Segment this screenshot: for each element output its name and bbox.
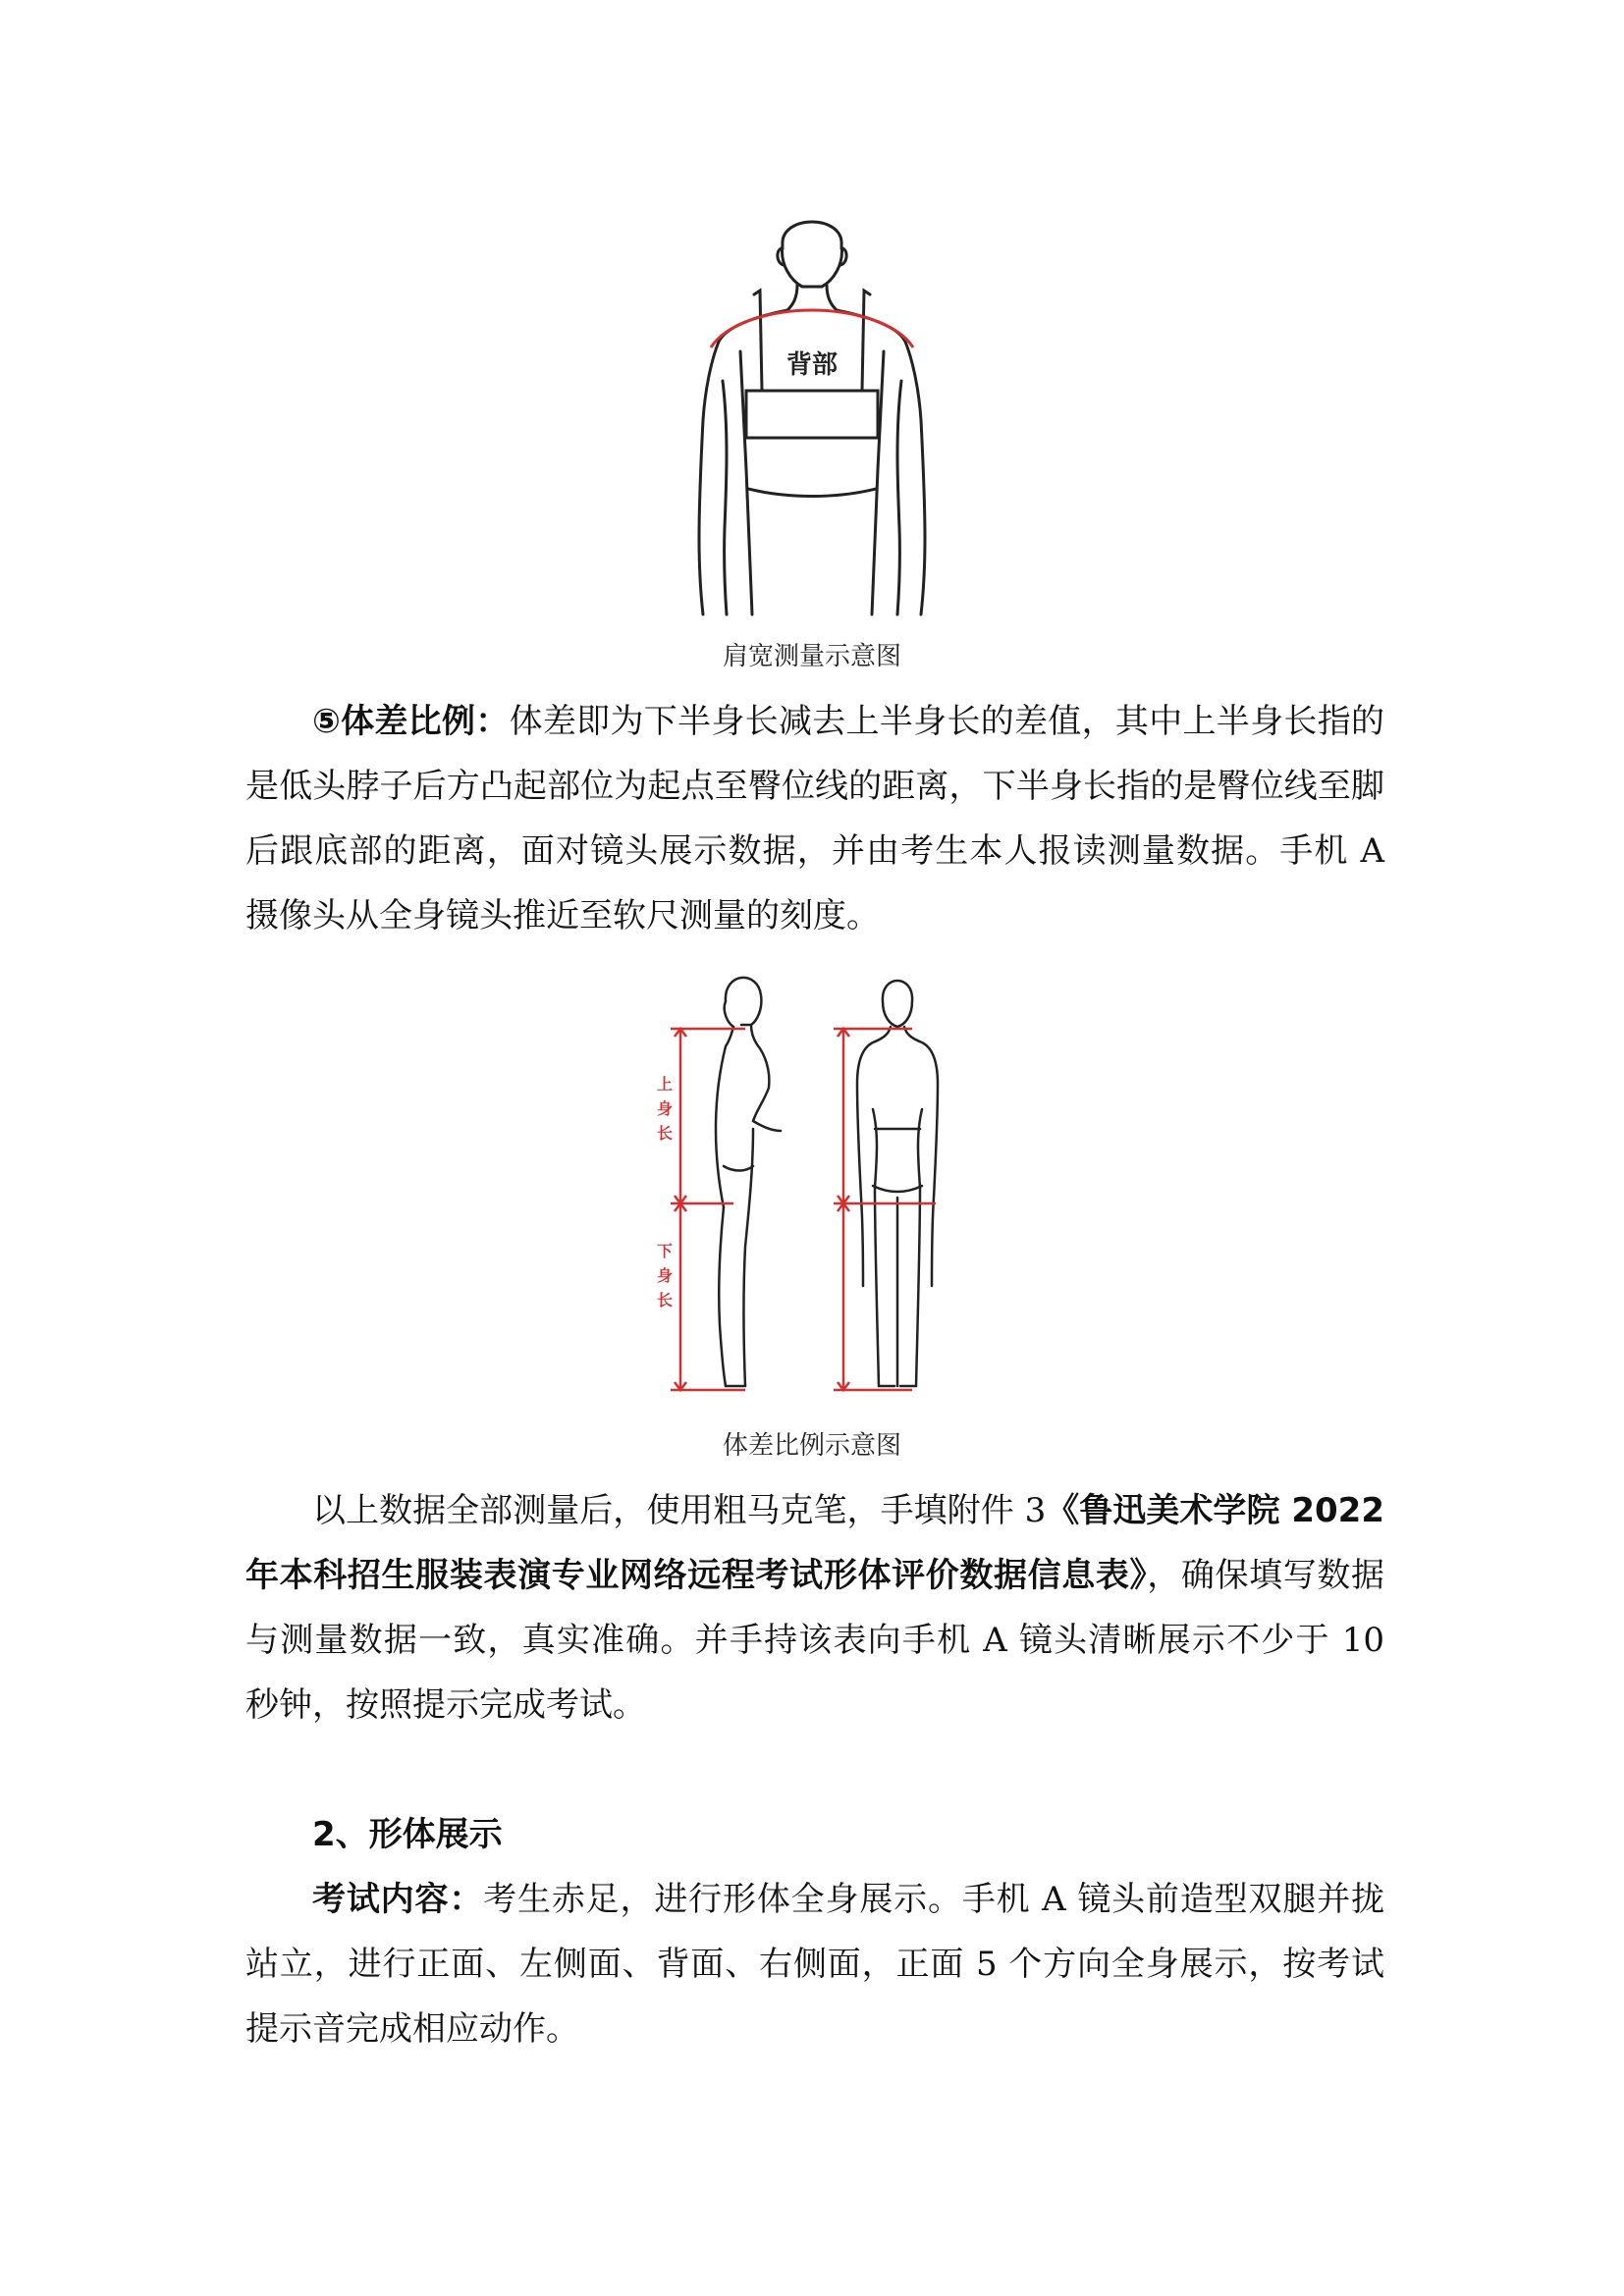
head-outline: [783, 222, 842, 287]
figure1-caption: 肩宽测量示意图: [722, 642, 901, 671]
section5-marker: ⑤: [312, 702, 342, 741]
figure2-caption: 体差比例示意图: [722, 1431, 901, 1461]
side-measure-lines: [671, 1029, 745, 1390]
lower-label-3: 长: [656, 1291, 674, 1309]
section2-paragraph: [245, 1867, 1384, 2061]
body-ratio-illustration: [655, 962, 969, 1394]
section5-body: 体差即为下半身长减去上半身长的差值，其中上半身长指的是低头脖子后方凸起部位为起点至臀位线的距离，下半身长指的是臀位线至脚后跟底部的距离，面对镜头展示数据，并由考生本人报读测量数据。手机 A 摄像头从全身镜头推近至软尺测量的刻度。: [245, 702, 1384, 935]
side-view-figure: [716, 978, 781, 1386]
shoulder-width-figure: [689, 204, 935, 616]
section2-heading: 2、形体展示: [312, 1815, 503, 1854]
shoulder-width-illustration: [689, 204, 935, 616]
lower-label-2: 身: [656, 1266, 674, 1285]
section5-title: 体差比例：: [341, 702, 510, 741]
lower-label-1: 下: [656, 1242, 674, 1260]
body-ratio-figure: [655, 962, 969, 1394]
upper-label-3: 长: [656, 1124, 674, 1143]
after-measure-post: ，确保填写数据与测量数据一致，真实准确。并手持该表向手机 A 镜头清晰展示不少于 10 秒钟，按照提示完成考试。: [245, 1556, 1385, 1725]
after-measure-paragraph: [245, 1478, 1384, 1737]
upper-label-2: 身: [656, 1099, 674, 1118]
shoulder-measure-line: [711, 310, 913, 347]
back-label: 背部: [785, 350, 839, 380]
left-shoulder-outline: [699, 310, 787, 614]
right-shoulder-outline: [837, 310, 925, 614]
form-name: 《鲁迅美术学院 2022 年本科招生服装表演专业网络远程考试形体评价数据信息表》: [245, 1491, 1384, 1595]
back-view-figure: [857, 981, 938, 1386]
after-measure-pre: 以上数据全部测量后，使用粗马克笔，手填附件 3: [312, 1491, 1047, 1530]
upper-label-1: 上: [656, 1075, 674, 1094]
section2-label: 考试内容：: [312, 1880, 484, 1919]
section5-paragraph: [245, 689, 1384, 948]
bra-band: [746, 391, 878, 438]
section2-body: 考生赤足，进行形体全身展示。手机 A 镜头前造型双腿并拢站立，进行正面、左侧面、背面、右侧面，正面 5 个方向全身展示，按考试提示音完成相应动作。: [245, 1880, 1385, 2049]
